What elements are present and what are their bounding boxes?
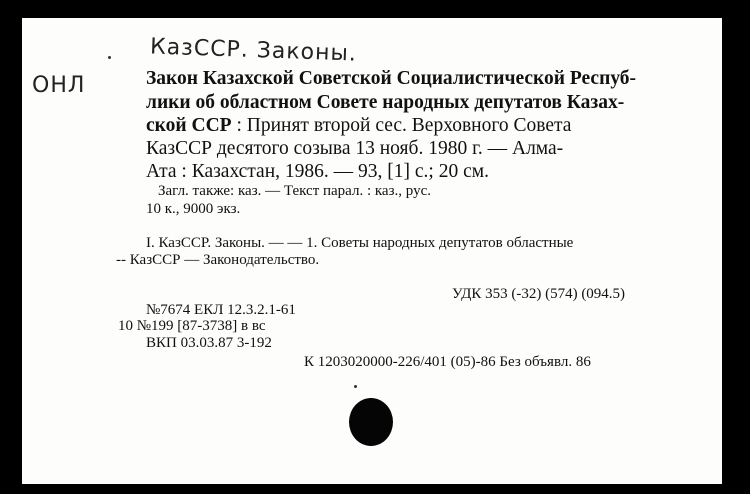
speck bbox=[354, 385, 357, 388]
title-line-5: Ата : Казахстан, 1986. — 93, [1] с.; 20 см. bbox=[146, 161, 489, 182]
registry-line-1: №7674 ЕКЛ 12.3.2.1-61 bbox=[146, 302, 296, 318]
title-line-3 bbox=[146, 115, 571, 137]
registry-line-3: ВКП 03.03.87 3-192 bbox=[146, 335, 272, 351]
registry-line-2: 10 №199 [87-3738] в вс bbox=[118, 318, 266, 334]
handwritten-subject: КазССР. Законы. bbox=[149, 34, 358, 67]
subjects-line-2: -- КазССР — Законодательство. bbox=[116, 252, 320, 268]
speck bbox=[108, 56, 111, 59]
notes-line-2: 10 к., 9000 экз. bbox=[146, 201, 241, 217]
udk-code: УДК 353 (-32) (574) (094.5) bbox=[452, 286, 626, 302]
title-line-2: лики об областном Совете народных депутатов Казах- bbox=[146, 92, 625, 113]
subjects-line-1: I. КазССР. Законы. — — 1. Советы народных депутатов областные bbox=[146, 235, 574, 251]
title-line-4: КазССР десятого созыва 13 нояб. 1980 г. — Алма- bbox=[146, 138, 564, 159]
notes-line-1: Загл. также: каз. — Текст парал. : каз., рус. bbox=[158, 183, 431, 199]
title-line-1: Закон Казахской Советской Социалистической Респуб- bbox=[146, 68, 637, 89]
title-line-3-bold: ской ССР bbox=[146, 115, 232, 136]
footer-line: К 1203020000-226/401 (05)-86 Без объявл. 86 bbox=[304, 354, 591, 370]
title-line-3-rest: : Принят второй сес. Верховного Совета bbox=[231, 115, 572, 136]
catalog-card bbox=[22, 18, 722, 484]
handwritten-code: ОНЛ bbox=[32, 73, 86, 98]
punch-hole bbox=[349, 398, 393, 446]
